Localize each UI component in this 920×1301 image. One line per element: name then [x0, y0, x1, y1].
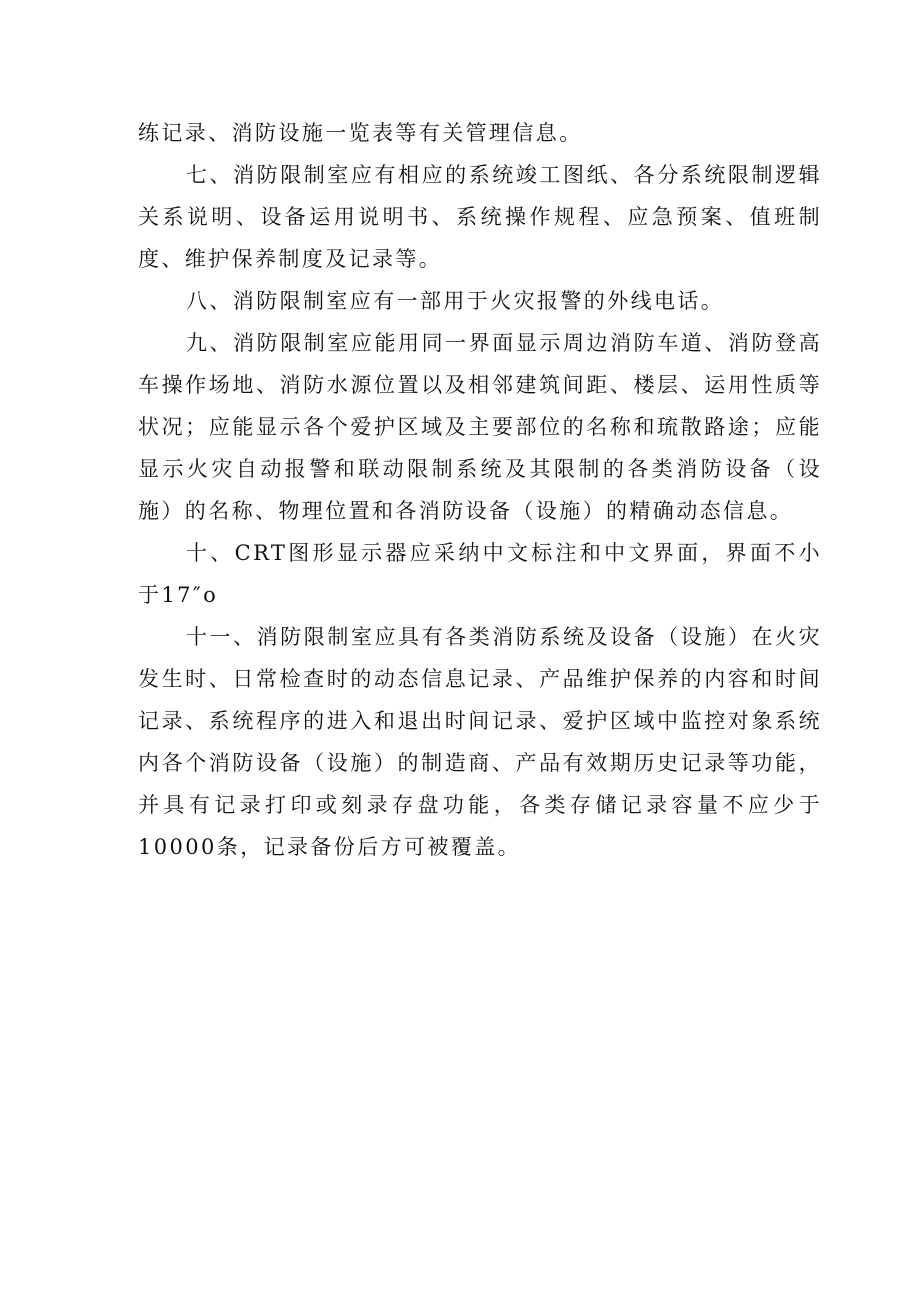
- paragraph-item-7: 七、消防限制室应有相应的系统竣工图纸、各分系统限制逻辑关系说明、设备运用说明书、系统操作规程、应急预案、值班制度、维护保养制度及记录等。: [138, 163, 822, 271]
- paragraph-item-8: 八、消防限制室应有一部用于火灾报警的外线电话。: [186, 289, 725, 313]
- paragraph-item-10: 十、CRT图形显示器应采纳中文标注和中文界面，界面不小于17″o: [138, 541, 822, 607]
- paragraph-continuation: 练记录、消防设施一览表等有关管理信息。: [138, 121, 583, 145]
- paragraph-item-9: 九、消防限制室应能用同一界面显示周边消防车道、消防登高车操作场地、消防水源位置以及相邻建筑间距、楼层、运用性质等状况；应能显示各个爱护区域及主要部位的名称和琉散路途；应能显示火灾自动报警和联动限制系统及其限制的各类消防设备（设施）的名称、物理位置和各消防设备（设施）的精确动态信息。: [138, 331, 822, 523]
- document-body: [138, 112, 822, 868]
- paragraph-item-11: 十一、消防限制室应具有各类消防系统及设备（设施）在火灾发生时、日常检查时的动态信息记录、产品维护保养的内容和时间记录、系统程序的进入和退出时间记录、爱护区域中监控对象系统内各个消防设备（设施）的制造商、产品有效期历史记录等功能，并具有记录打印或刻录存盘功能，各类存储记录容量不应少于10000条，记录备份后方可被覆盖。: [138, 625, 822, 859]
